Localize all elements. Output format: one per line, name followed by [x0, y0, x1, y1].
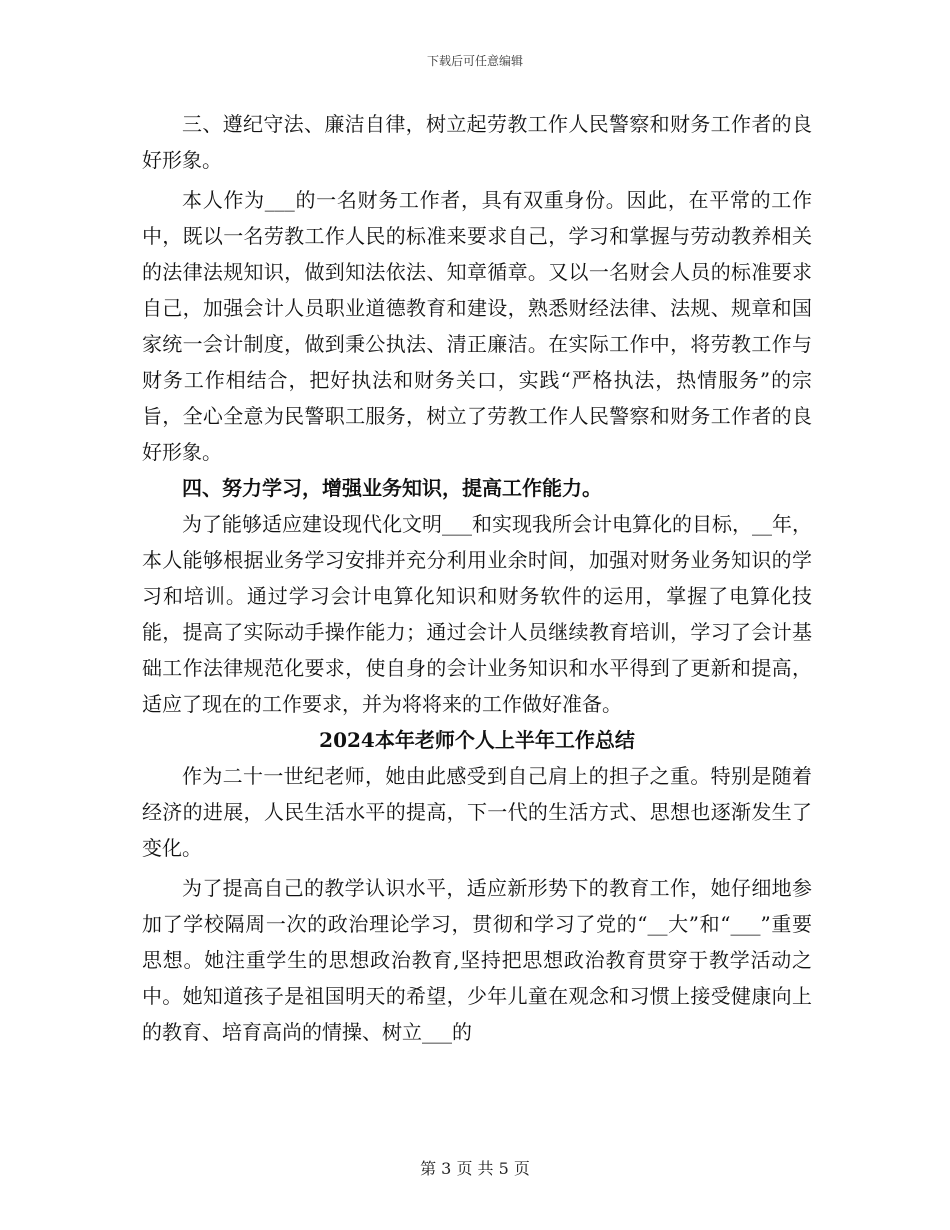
section-four-heading: 四、努力学习，增强业务知识，提高工作能力。 — [182, 476, 602, 500]
article-title: 2024本年老师个人上半年工作总结 — [319, 728, 635, 752]
section-four-paragraph: 为了能够适应建设现代化文明___和实现我所会计电算化的目标，__年，本人能够根据业务学习安排并充分利用业余时间，加强对财务业务知识的学习和培训。通过学习会计电算化知识和财务软件的运用，掌握了电算化技能，提高了实际动手操作能力；通过会计人员继续教育培训，学习了会计基础工作法律规范化要求，使自身的会计业务知识和水平得到了更新和提高，适应了现在的工作要求，并为将将来的工作做好准备。 — [142, 512, 812, 716]
section-three-paragraph: 本人作为___的一名财务工作者，具有双重身份。因此，在平常的工作中，既以一名劳教工作人民的标准来要求自己，学习和掌握与劳动教养相关的法律法规知识，做到知法依法、知章循章。又以一名财会人员的标准要求自己，加强会计人员职业道德教育和建设，熟悉财经法律、法规、规章和国家统一会计制度，做到秉公执法、清正廉洁。在实际工作中，将劳教工作与财务工作相结合，把好执法和财务关口，实践“严格执法，热情服务”的宗旨，全心全意为民警职工服务，树立了劳教工作人民警察和财务工作者的良好形象。 — [142, 188, 812, 464]
article-paragraph-2: 为了提高自己的教学认识水平，适应新形势下的教育工作，她仔细地参加了学校隔周一次的政治理论学习，贯彻和学习了党的“__大”和“___”重要思想。她注重学生的思想政治教育,坚持把思想政治教育贯穿于教学活动之中。她知道孩子是祖国明天的希望，少年儿童在观念和习惯上接受健康向上的教育、培育高尚的情操、树立___的 — [142, 876, 812, 1044]
article-paragraph-1: 作为二十一世纪老师，她由此感受到自己肩上的担子之重。特别是随着经济的进展，人民生活水平的提高，下一代的生活方式、思想也逐渐发生了变化。 — [142, 764, 812, 860]
section-three-heading: 三、遵纪守法、廉洁自律，树立起劳教工作人民警察和财务工作者的良好形象。 — [142, 112, 812, 172]
page-header: 下载后可任意编辑 — [426, 54, 523, 68]
page-footer: 第 3 页 共 5 页 — [420, 1159, 530, 1178]
document-body — [142, 106, 812, 1050]
